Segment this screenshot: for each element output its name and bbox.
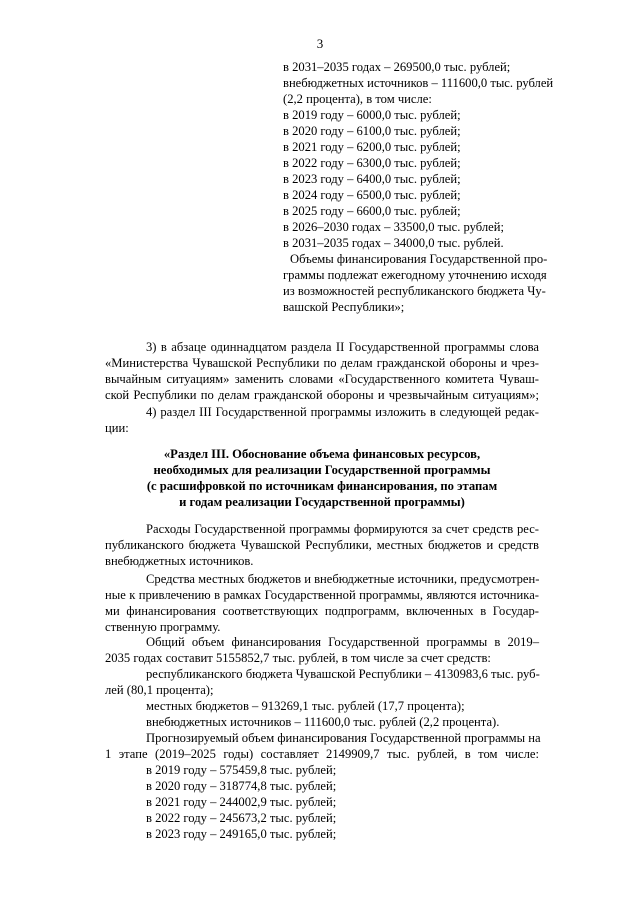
- text-line: ми финансирования соответствующих подпрограмм, включенных в Государ-: [105, 604, 539, 618]
- text-line: Прогнозируемый объем финансирования Государственной программы на: [146, 731, 541, 745]
- text-line: местных бюджетов – 913269,1 тыс. рублей (17,7 процента);: [146, 699, 465, 713]
- text-line: в 2022 году – 6300,0 тыс. рублей;: [283, 156, 461, 170]
- text-line: в 2022 году – 245673,2 тыс. рублей;: [146, 811, 337, 825]
- section-heading: и годам реализации Государственной программы): [179, 495, 465, 509]
- text-line: внебюджетных источников.: [105, 554, 254, 568]
- text-line: лей (80,1 процента);: [105, 683, 214, 697]
- section-heading: (с расшифровкой по источникам финансирования, по этапам: [146, 479, 498, 493]
- text-line: в 2023 году – 6400,0 тыс. рублей;: [283, 172, 461, 186]
- text-line: «Министерства Чувашской Республики по делам гражданской обороны и чрез-: [105, 356, 539, 370]
- text-line: в 2019 году – 575459,8 тыс. рублей;: [146, 763, 337, 777]
- text-line: Средства местных бюджетов и внебюджетные источники, предусмотрен-: [146, 572, 540, 586]
- text-line: граммы подлежат ежегодному уточнению исходя: [283, 268, 547, 282]
- text-line: внебюджетных источников – 111600,0 тыс. рублей: [283, 76, 554, 90]
- text-line: вычайным ситуациям» заменить словами «Государственного комитета Чуваш-: [105, 372, 539, 386]
- section-heading: необходимых для реализации Государственной программы: [153, 463, 491, 477]
- section-heading: «Раздел III. Обоснование объема финансовых ресурсов,: [163, 447, 481, 461]
- text-line: Объемы финансирования Государственной про-: [290, 252, 548, 266]
- text-line: ции:: [105, 421, 129, 435]
- text-line: (2,2 процента), в том числе:: [283, 92, 432, 106]
- text-line: в 2031–2035 годах – 269500,0 тыс. рублей;: [283, 60, 511, 74]
- text-line: в 2020 году – 318774,8 тыс. рублей;: [146, 779, 337, 793]
- text-line: ской Республики по делам гражданской обороны и чрезвычайным ситуациям»;: [105, 388, 539, 402]
- text-line: в 2019 году – 6000,0 тыс. рублей;: [283, 108, 461, 122]
- text-line: 3) в абзаце одиннадцатом раздела II Государственной программы слова: [146, 340, 539, 354]
- text-line: в 2023 году – 249165,0 тыс. рублей;: [146, 827, 337, 841]
- text-line: ственную программу.: [105, 620, 221, 634]
- text-line: в 2021 году – 244002,9 тыс. рублей;: [146, 795, 337, 809]
- text-line: в 2020 году – 6100,0 тыс. рублей;: [283, 124, 461, 138]
- text-line: в 2025 году – 6600,0 тыс. рублей;: [283, 204, 461, 218]
- text-line: 1 этапе (2019–2025 годы) составляет 2149909,7 тыс. рублей, в том числе:: [105, 747, 539, 761]
- text-line: вашской Республики»;: [283, 300, 405, 314]
- text-line: в 2024 году – 6500,0 тыс. рублей;: [283, 188, 461, 202]
- page-number: 3: [316, 36, 324, 51]
- text-line: Общий объем финансирования Государственной программы в 2019–: [146, 635, 539, 649]
- text-line: в 2026–2030 годах – 33500,0 тыс. рублей;: [283, 220, 504, 234]
- text-line: внебюджетных источников – 111600,0 тыс. рублей (2,2 процента).: [146, 715, 500, 729]
- text-line: публиканского бюджета Чувашской Республики, местных бюджетов и средств: [105, 538, 539, 552]
- text-line: из возможностей республиканского бюджета Чу-: [283, 284, 546, 298]
- text-line: 4) раздел III Государственной программы изложить в следующей редак-: [146, 405, 539, 419]
- text-line: ные к привлечению в рамках Государственной программы, являются источника-: [105, 588, 539, 602]
- text-line: 2035 годах составит 5155852,7 тыс. рублей, в том числе за счет средств:: [105, 651, 491, 665]
- text-line: в 2031–2035 годах – 34000,0 тыс. рублей.: [283, 236, 504, 250]
- text-line: Расходы Государственной программы формируются за счет средств рес-: [146, 522, 539, 536]
- text-line: республиканского бюджета Чувашской Республики – 4130983,6 тыс. руб-: [146, 667, 540, 681]
- text-line: в 2021 году – 6200,0 тыс. рублей;: [283, 140, 461, 154]
